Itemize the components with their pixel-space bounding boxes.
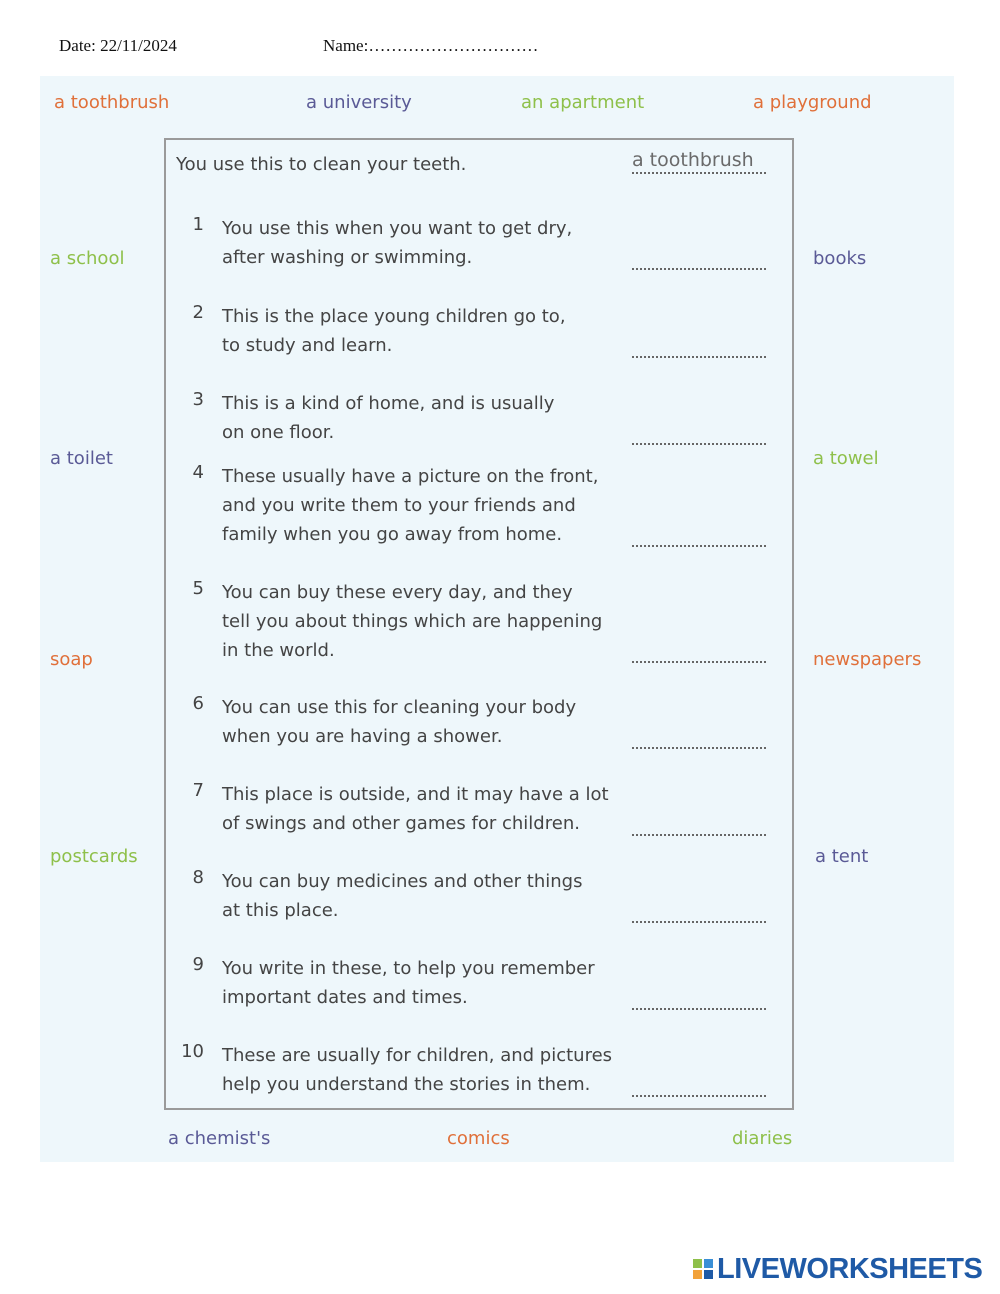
word-a-university: a university bbox=[306, 92, 412, 113]
question-text-line: in the world. bbox=[222, 640, 335, 661]
word-an-apartment: an apartment bbox=[521, 92, 645, 113]
question-number: 4 bbox=[192, 462, 204, 483]
date-label: Date: 22/11/2024 bbox=[59, 36, 177, 55]
example-question: You use this to clean your teeth. bbox=[176, 154, 467, 175]
question-text-line: at this place. bbox=[222, 900, 339, 921]
question-text-line: You write in these, to help you remember bbox=[222, 958, 595, 979]
questions-box bbox=[164, 138, 794, 1110]
question-text-line: help you understand the stories in them. bbox=[222, 1074, 591, 1095]
question-number: 7 bbox=[192, 780, 204, 801]
word-soap: soap bbox=[50, 649, 93, 670]
answer-blank[interactable] bbox=[632, 443, 766, 445]
question-text-line: This place is outside, and it may have a lot bbox=[222, 784, 609, 805]
word-a-towel: a towel bbox=[813, 448, 879, 469]
logo-icon bbox=[692, 1258, 714, 1280]
answer-blank[interactable] bbox=[632, 661, 766, 663]
answer-blank[interactable] bbox=[632, 356, 766, 358]
question-text-line: You use this when you want to get dry, bbox=[222, 218, 573, 239]
word-a-playground: a playground bbox=[753, 92, 872, 113]
question-number: 6 bbox=[192, 693, 204, 714]
word-books: books bbox=[813, 248, 867, 269]
answer-blank[interactable] bbox=[632, 747, 766, 749]
word-a-toilet: a toilet bbox=[50, 448, 113, 469]
word-a-tent: a tent bbox=[815, 846, 869, 867]
answer-blank[interactable] bbox=[632, 545, 766, 547]
question-text-line: and you write them to your friends and bbox=[222, 495, 576, 516]
question-text-line: This is the place young children go to, bbox=[222, 306, 566, 327]
question-text-line: You can buy these every day, and they bbox=[222, 582, 573, 603]
logo-text: LIVEWORKSHEETS bbox=[717, 1252, 983, 1285]
question-text-line: to study and learn. bbox=[222, 335, 393, 356]
question-text-line: important dates and times. bbox=[222, 987, 468, 1008]
answer-blank[interactable] bbox=[632, 1008, 766, 1010]
question-number: 2 bbox=[192, 302, 204, 323]
word-postcards: postcards bbox=[50, 846, 138, 867]
word-a-toothbrush: a toothbrush bbox=[54, 92, 170, 113]
question-text-line: tell you about things which are happening bbox=[222, 611, 603, 632]
word-a-school: a school bbox=[50, 248, 125, 269]
question-text-line: of swings and other games for children. bbox=[222, 813, 580, 834]
question-text-line: This is a kind of home, and is usually bbox=[222, 393, 555, 414]
answer-blank[interactable] bbox=[632, 1095, 766, 1097]
question-text-line: on one floor. bbox=[222, 422, 335, 443]
word-a-chemists: a chemist's bbox=[168, 1128, 271, 1149]
question-number: 10 bbox=[181, 1041, 204, 1062]
question-number: 8 bbox=[192, 867, 204, 888]
question-text-line: These usually have a picture on the front, bbox=[222, 466, 599, 487]
answer-blank[interactable] bbox=[632, 834, 766, 836]
liveworksheets-logo bbox=[692, 1254, 982, 1284]
answer-blank[interactable] bbox=[632, 921, 766, 923]
question-text-line: when you are having a shower. bbox=[222, 726, 503, 747]
question-number: 3 bbox=[192, 389, 204, 410]
question-number: 5 bbox=[192, 578, 204, 599]
name-field[interactable]: Name:………………………… bbox=[323, 36, 539, 55]
word-comics: comics bbox=[447, 1128, 510, 1149]
question-number: 9 bbox=[192, 954, 204, 975]
word-diaries: diaries bbox=[732, 1128, 793, 1149]
question-text-line: These are usually for children, and pictures bbox=[222, 1045, 613, 1066]
answer-blank[interactable] bbox=[632, 268, 766, 270]
word-newspapers: newspapers bbox=[813, 649, 922, 670]
example-answer: a toothbrush bbox=[632, 148, 766, 174]
question-text-line: family when you go away from home. bbox=[222, 524, 563, 545]
question-text-line: You can buy medicines and other things bbox=[222, 871, 583, 892]
question-text-line: after washing or swimming. bbox=[222, 247, 473, 268]
question-number: 1 bbox=[192, 214, 204, 235]
question-text-line: You can use this for cleaning your body bbox=[222, 697, 577, 718]
